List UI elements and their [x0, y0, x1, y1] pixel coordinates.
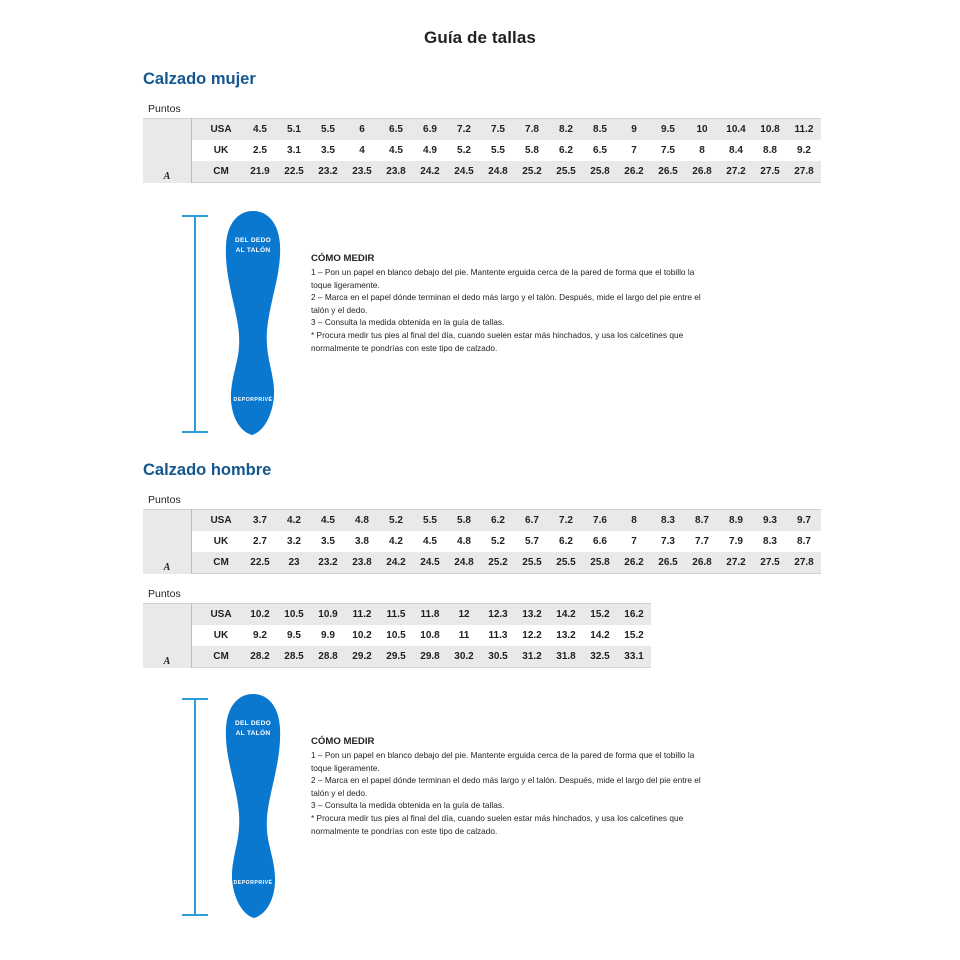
- table-cell-value: 23: [277, 552, 311, 574]
- table-row: [143, 161, 821, 183]
- table-row-unit-label: USA: [192, 604, 244, 626]
- bracket-cap-top: [182, 698, 208, 700]
- howto-block-men: [311, 736, 766, 837]
- howto-line: 1 – Pon un papel en blanco debajo del pie. Mantente erguida cerca de la pared de forma que el tobillo la: [311, 267, 695, 277]
- table-caption-puntos: Puntos: [148, 494, 181, 506]
- table-cell-value: 8.4: [719, 140, 753, 161]
- table-row-unit-label: UK: [192, 531, 244, 552]
- table-cell-value: 6.2: [549, 531, 583, 552]
- table-row: [143, 140, 821, 161]
- table-cell-value: 8: [685, 140, 719, 161]
- table-row: [143, 604, 651, 626]
- table-cell-value: 7.2: [447, 119, 481, 141]
- table-cell-value: 26.5: [651, 552, 685, 574]
- size-table-women-block: [143, 103, 960, 183]
- table-row-unit-label: CM: [192, 646, 244, 668]
- table-row-unit-label: USA: [192, 119, 244, 141]
- table-row-unit-label: UK: [192, 625, 244, 646]
- table-cell-value: 24.5: [413, 552, 447, 574]
- table-cell-value: 28.5: [277, 646, 311, 668]
- table-cell-value: 27.2: [719, 552, 753, 574]
- table-corner-label: A: [143, 119, 192, 183]
- insole-caption-line2: AL TALÓN: [235, 729, 271, 737]
- table-cell-value: 2.5: [243, 140, 277, 161]
- table-cell-value: 31.8: [549, 646, 583, 668]
- table-row: [143, 531, 821, 552]
- section-heading-men: Calzado hombre: [143, 461, 272, 479]
- howto-block-women: [311, 253, 766, 354]
- table-cell-value: 8.3: [753, 531, 787, 552]
- insole-brand-logo-women: DEPORPRIVÉ: [233, 397, 273, 403]
- table-cell-value: 5.5: [481, 140, 515, 161]
- table-cell-value: 23.2: [311, 161, 345, 183]
- table-cell-value: 4.5: [311, 510, 345, 532]
- bracket-stem: [194, 215, 196, 433]
- table-cell-value: 9.3: [753, 510, 787, 532]
- table-cell-value: 12.3: [481, 604, 515, 626]
- table-cell-value: 6: [345, 119, 379, 141]
- insole-illustration-men: [221, 692, 285, 920]
- table-cell-value: 14.2: [583, 625, 617, 646]
- table-cell-value: 3.2: [277, 531, 311, 552]
- table-cell-value: 8.7: [787, 531, 821, 552]
- table-cell-value: 9.7: [787, 510, 821, 532]
- table-cell-value: 8.2: [549, 119, 583, 141]
- table-cell-value: 10: [685, 119, 719, 141]
- table-cell-value: 7.3: [651, 531, 685, 552]
- size-table-men-2: [143, 603, 651, 668]
- table-cell-value: 10.8: [413, 625, 447, 646]
- table-cell-value: 4.5: [243, 119, 277, 141]
- table-cell-value: 25.5: [549, 552, 583, 574]
- table-cell-value: 33.1: [617, 646, 651, 668]
- table-cell-value: 27.5: [753, 552, 787, 574]
- table-cell-value: 11.8: [413, 604, 447, 626]
- table-cell-value: 10.5: [277, 604, 311, 626]
- insole-illustration-women: [221, 209, 285, 437]
- table-cell-value: 8.9: [719, 510, 753, 532]
- table-cell-value: 25.2: [481, 552, 515, 574]
- page-title: Guía de tallas: [424, 28, 536, 47]
- table-cell-value: 9.2: [787, 140, 821, 161]
- howto-line: 3 – Consulta la medida obtenida en la guía de tallas.: [311, 800, 505, 811]
- table-cell-value: 3.7: [243, 510, 277, 532]
- table-cell-value: 31.2: [515, 646, 549, 668]
- table-cell-value: 6.2: [481, 510, 515, 532]
- table-cell-value: 9: [617, 119, 651, 141]
- table-cell-value: 29.2: [345, 646, 379, 668]
- table-cell-value: 8.3: [651, 510, 685, 532]
- table-cell-value: 26.8: [685, 552, 719, 574]
- table-cell-value: 2.7: [243, 531, 277, 552]
- size-table-men-block-1: [143, 494, 960, 574]
- table-cell-value: 23.8: [345, 552, 379, 574]
- table-cell-value: 10.5: [379, 625, 413, 646]
- table-cell-value: 24.8: [447, 552, 481, 574]
- table-cell-value: 10.8: [753, 119, 787, 141]
- table-cell-value: 4.2: [277, 510, 311, 532]
- table-cell-value: 26.2: [617, 161, 651, 183]
- table-cell-value: 11.3: [481, 625, 515, 646]
- howto-line: * Procura medir tus pies al final del día, cuando suelen estar más hinchados, y usa los calcetines que: [311, 813, 684, 824]
- table-cell-value: 3.5: [311, 140, 345, 161]
- table-cell-value: 13.2: [515, 604, 549, 626]
- table-cell-value: 7: [617, 140, 651, 161]
- table-cell-value: 8: [617, 510, 651, 532]
- table-row: [143, 119, 821, 141]
- table-cell-value: 6.5: [583, 140, 617, 161]
- bracket-cap-top: [182, 215, 208, 217]
- howto-line: * Procura medir tus pies al final del día, cuando suelen estar más hinchados, y usa los calcetines que: [311, 330, 684, 341]
- table-cell-value: 14.2: [549, 604, 583, 626]
- table-cell-value: 4.5: [413, 531, 447, 552]
- insole-caption-line1: DEL DEDO: [235, 720, 271, 727]
- table-cell-value: 32.5: [583, 646, 617, 668]
- howto-line: talón y el dedo.: [311, 787, 368, 798]
- section-heading-women: Calzado mujer: [143, 70, 256, 88]
- howto-title-men: CÓMO MEDIR: [311, 736, 375, 747]
- table-cell-value: 4: [345, 140, 379, 161]
- howto-line: talón y el dedo.: [311, 304, 368, 315]
- table-cell-value: 11: [447, 625, 481, 646]
- table-cell-value: 7.7: [685, 531, 719, 552]
- table-cell-value: 11.2: [787, 119, 821, 141]
- table-cell-value: 25.5: [549, 161, 583, 183]
- insole-caption-line1: DEL DEDO: [235, 237, 271, 244]
- table-cell-value: 12.2: [515, 625, 549, 646]
- table-row: [143, 625, 651, 646]
- table-cell-value: 7.5: [651, 140, 685, 161]
- table-cell-value: 12: [447, 604, 481, 626]
- table-cell-value: 4.2: [379, 531, 413, 552]
- table-cell-value: 4.9: [413, 140, 447, 161]
- table-caption-puntos: Puntos: [148, 588, 181, 600]
- table-corner-label: A: [143, 604, 192, 668]
- table-cell-value: 6.7: [515, 510, 549, 532]
- table-cell-value: 30.2: [447, 646, 481, 668]
- table-cell-value: 6.6: [583, 531, 617, 552]
- table-cell-value: 7.6: [583, 510, 617, 532]
- table-cell-value: 4.8: [447, 531, 481, 552]
- table-row: [143, 510, 821, 532]
- table-cell-value: 27.2: [719, 161, 753, 183]
- table-cell-value: 26.5: [651, 161, 685, 183]
- table-cell-value: 24.8: [481, 161, 515, 183]
- table-cell-value: 23.5: [345, 161, 379, 183]
- table-cell-value: 24.2: [413, 161, 447, 183]
- howto-line: 2 – Marca en el papel dónde terminan el dedo más largo y el talón. Después, mide el largo del pie entre el: [311, 292, 701, 303]
- table-cell-value: 24.5: [447, 161, 481, 183]
- howto-line: normalmente te pondrías con este tipo de calzado.: [311, 342, 498, 353]
- table-cell-value: 7.9: [719, 531, 753, 552]
- table-cell-value: 9.2: [243, 625, 277, 646]
- table-cell-value: 9.9: [311, 625, 345, 646]
- table-cell-value: 26.2: [617, 552, 651, 574]
- table-cell-value: 5.2: [447, 140, 481, 161]
- howto-line: normalmente te pondrías con este tipo de calzado.: [311, 825, 498, 836]
- howto-line: 2 – Marca en el papel dónde terminan el dedo más largo y el talón. Después, mide el largo del pie entre el: [311, 775, 701, 786]
- table-cell-value: 4.5: [379, 140, 413, 161]
- table-cell-value: 7: [617, 531, 651, 552]
- table-caption-puntos: Puntos: [148, 103, 181, 115]
- table-cell-value: 28.8: [311, 646, 345, 668]
- table-cell-value: 5.5: [311, 119, 345, 141]
- table-cell-value: 21.9: [243, 161, 277, 183]
- insole-caption-line2: AL TALÓN: [235, 246, 271, 254]
- table-cell-value: 10.9: [311, 604, 345, 626]
- howto-title-women: CÓMO MEDIR: [311, 253, 375, 264]
- table-cell-value: 23.8: [379, 161, 413, 183]
- table-cell-value: 6.2: [549, 140, 583, 161]
- table-cell-value: 5.2: [379, 510, 413, 532]
- table-cell-value: 16.2: [617, 604, 651, 626]
- table-cell-value: 5.5: [413, 510, 447, 532]
- howto-line: toque ligeramente.: [311, 762, 380, 773]
- table-corner-label: A: [143, 510, 192, 574]
- measure-bracket-icon: [182, 698, 208, 916]
- table-cell-value: 25.8: [583, 161, 617, 183]
- bracket-cap-bottom: [182, 914, 208, 916]
- table-cell-value: 9.5: [277, 625, 311, 646]
- table-cell-value: 25.2: [515, 161, 549, 183]
- measure-bracket-icon: [182, 215, 208, 433]
- table-cell-value: 8.7: [685, 510, 719, 532]
- table-cell-value: 27.5: [753, 161, 787, 183]
- insole-brand-logo-men: DEPORPRIVÉ: [233, 880, 273, 886]
- size-table-women-body: [143, 119, 821, 183]
- table-cell-value: 25.5: [515, 552, 549, 574]
- howto-line: 3 – Consulta la medida obtenida en la guía de tallas.: [311, 317, 505, 328]
- table-cell-value: 7.8: [515, 119, 549, 141]
- table-cell-value: 5.8: [447, 510, 481, 532]
- table-cell-value: 11.2: [345, 604, 379, 626]
- table-cell-value: 7.2: [549, 510, 583, 532]
- table-cell-value: 22.5: [243, 552, 277, 574]
- table-cell-value: 24.2: [379, 552, 413, 574]
- table-cell-value: 15.2: [583, 604, 617, 626]
- table-cell-value: 27.8: [787, 552, 821, 574]
- table-cell-value: 8.8: [753, 140, 787, 161]
- table-row-unit-label: UK: [192, 140, 244, 161]
- table-cell-value: 7.5: [481, 119, 515, 141]
- table-cell-value: 6.9: [413, 119, 447, 141]
- table-cell-value: 3.8: [345, 531, 379, 552]
- table-cell-value: 10.2: [345, 625, 379, 646]
- measure-panel-women: [143, 209, 960, 439]
- table-cell-value: 4.8: [345, 510, 379, 532]
- howto-lines-women: [311, 266, 766, 354]
- table-cell-value: 5.7: [515, 531, 549, 552]
- table-cell-value: 5.1: [277, 119, 311, 141]
- table-cell-value: 5.2: [481, 531, 515, 552]
- table-cell-value: 29.5: [379, 646, 413, 668]
- table-cell-value: 6.5: [379, 119, 413, 141]
- table-cell-value: 25.8: [583, 552, 617, 574]
- howto-line: toque ligeramente.: [311, 279, 380, 290]
- table-cell-value: 3.5: [311, 531, 345, 552]
- table-cell-value: 15.2: [617, 625, 651, 646]
- table-cell-value: 30.5: [481, 646, 515, 668]
- table-cell-value: 27.8: [787, 161, 821, 183]
- table-cell-value: 13.2: [549, 625, 583, 646]
- table-cell-value: 26.8: [685, 161, 719, 183]
- table-cell-value: 28.2: [243, 646, 277, 668]
- table-cell-value: 10.4: [719, 119, 753, 141]
- table-row: [143, 552, 821, 574]
- table-row: [143, 646, 651, 668]
- table-cell-value: 22.5: [277, 161, 311, 183]
- size-table-women: [143, 118, 821, 183]
- table-cell-value: 11.5: [379, 604, 413, 626]
- table-row-unit-label: CM: [192, 552, 244, 574]
- table-row-unit-label: USA: [192, 510, 244, 532]
- size-table-men-1-body: [143, 510, 821, 574]
- bracket-stem: [194, 698, 196, 916]
- table-cell-value: 23.2: [311, 552, 345, 574]
- table-cell-value: 8.5: [583, 119, 617, 141]
- table-cell-value: 10.2: [243, 604, 277, 626]
- measure-panel-men: [143, 692, 960, 922]
- table-cell-value: 29.8: [413, 646, 447, 668]
- table-cell-value: 5.8: [515, 140, 549, 161]
- size-table-men-2-body: [143, 604, 651, 668]
- size-table-men-block-2: [143, 588, 960, 668]
- howto-lines-men: [311, 749, 766, 837]
- howto-line: 1 – Pon un papel en blanco debajo del pie. Mantente erguida cerca de la pared de forma que el tobillo la: [311, 750, 695, 760]
- bracket-cap-bottom: [182, 431, 208, 433]
- table-row-unit-label: CM: [192, 161, 244, 183]
- size-table-men-1: [143, 509, 821, 574]
- table-cell-value: 3.1: [277, 140, 311, 161]
- table-cell-value: 9.5: [651, 119, 685, 141]
